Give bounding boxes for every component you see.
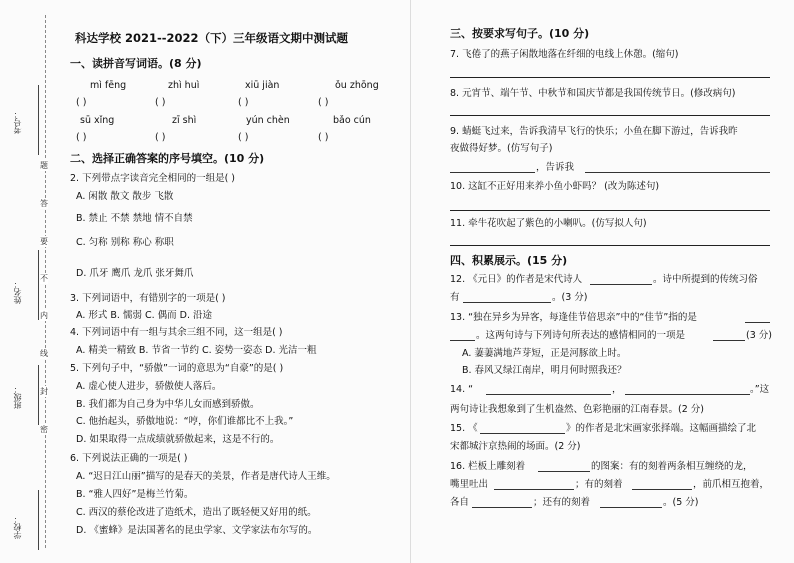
option-line: B. “雅人四好”是梅兰竹菊。 (76, 489, 194, 500)
question-14-comma: ， (612, 384, 622, 395)
question-16-cont: ；有的刻着 (575, 479, 623, 490)
question-9: 9. 蜻蜓飞过来，告诉我清早飞行的快乐；小鱼在脚下游过，告诉我昨 (450, 126, 738, 137)
option-line: B. 春风又绿江南岸，明月何时照我还？ (462, 365, 627, 376)
option-line: D. 《蜜蜂》是法国著名的昆虫学家、文学家法布尔写的。 (76, 525, 318, 536)
question-15-cont: 》的作者是北宋画家张择端。这幅画描绘了北 (566, 423, 757, 434)
question-16: 16. 栏板上雕刻着 (450, 461, 526, 472)
question-15-cont: 宋都城汴京热闹的场面。(2 分) (450, 441, 581, 452)
school-line (38, 490, 39, 550)
question-10: 10. 这缸不正好用来养小鱼小虾吗？ (改为陈述句) (450, 181, 660, 192)
pinyin: sū xǐng (80, 115, 115, 126)
pinyin: yún chèn (246, 115, 290, 126)
name-label: 姓名： (13, 280, 22, 304)
seal-char: 要 (40, 237, 48, 246)
answer-box[interactable]: ( ) (155, 132, 166, 143)
option-line: B. 禁止 不禁 禁地 情不自禁 (76, 213, 193, 224)
question-16-cont: 嘴里吐出 (450, 479, 489, 490)
option-line: A. 闲散 散文 散步 飞散 (76, 191, 174, 202)
option-line: A. “迟日江山丽”描写的是春天的美景，作者是唐代诗人王维。 (76, 471, 336, 482)
answer-blank[interactable] (480, 433, 565, 434)
pinyin: xiū jiàn (245, 80, 280, 91)
section-2-heading: 二、选择正确答案的序号填空。(10 分) (70, 152, 265, 165)
answer-line[interactable] (450, 115, 770, 116)
option-line: A. 萋萋满地芦芽短，正是河豚欲上时。 (462, 348, 627, 359)
kaohao-label: 考号： (13, 110, 22, 134)
option-line: B. 我们都为自己身为中华儿女而感到骄傲。 (76, 399, 260, 410)
answer-box[interactable]: ( ) (238, 97, 249, 108)
question-12-score: 。(3 分) (552, 292, 588, 303)
question-15: 15. 《 (450, 423, 478, 434)
answer-blank[interactable] (538, 471, 590, 472)
question-13-score: (3 分) (746, 330, 772, 341)
question-line: 5. 下列句子中，“骄傲”一词的意思为“自豪”的是( ) (70, 363, 284, 374)
question-line: 2. 下列带点字读音完全相同的一组是( ) (70, 173, 236, 184)
question-14: 14. “ (450, 384, 474, 395)
answer-blank[interactable] (450, 340, 475, 341)
pinyin: mì fēng (90, 80, 127, 91)
answer-blank[interactable] (632, 489, 692, 490)
answer-box[interactable]: ( ) (155, 97, 166, 108)
seal-char: 内 (40, 311, 48, 320)
answer-box[interactable]: ( ) (76, 132, 87, 143)
answer-blank[interactable] (472, 507, 532, 508)
question-16-cont: 各自 (450, 497, 470, 508)
class-line (38, 365, 39, 425)
pinyin: zī shì (172, 115, 197, 126)
seal-char: 题 (40, 161, 48, 170)
question-12-cont: 有 (450, 292, 460, 303)
section-3-heading: 三、按要求写句子。(10 分) (450, 27, 590, 40)
name-line (38, 250, 39, 320)
option-line: D. 如果取得一点成绩就骄傲起来，这是不行的。 (76, 434, 280, 445)
option-line: D. 爪牙 鹰爪 龙爪 张牙舞爪 (76, 268, 194, 279)
section-1-heading: 一、读拼音写词语。(8 分) (70, 57, 202, 70)
question-16-cont: ；还有的刻着 (533, 497, 591, 508)
seal-char: 不 (40, 274, 48, 283)
question-9-fill: ，告诉我 (536, 162, 575, 173)
option-line: C. 西汉的蔡伦改进了造纸术，造出了既轻便又好用的纸。 (76, 507, 317, 518)
answer-box[interactable]: ( ) (76, 97, 87, 108)
question-line: 4. 下列词语中有一组与其余三组不同，这一组是( ) (70, 327, 283, 338)
option-line: C. 他抬起头，骄傲地说：“哼，你们谁都比不上我。” (76, 416, 294, 427)
answer-blank[interactable] (600, 507, 662, 508)
page-divider (410, 0, 411, 563)
pinyin: bǎo cún (333, 115, 371, 126)
answer-blank[interactable] (486, 394, 611, 395)
seal-char: 密 (40, 425, 48, 434)
answer-blank[interactable] (590, 284, 652, 285)
answer-blank[interactable] (585, 172, 770, 173)
question-14-cont: 两句诗让我想象到了生机盎然、色彩艳丽的江南春景。(2 分) (450, 404, 704, 415)
question-13: 13. “独在异乡为异客，每逢佳节倍思亲”中的“佳节”指的是 (450, 312, 697, 323)
seal-char: 答 (40, 199, 48, 208)
seal-char: 封 (40, 387, 48, 396)
answer-line[interactable] (450, 210, 770, 211)
answer-box[interactable]: ( ) (318, 132, 329, 143)
answer-blank[interactable] (463, 302, 551, 303)
question-line: 6. 下列说法正确的一项是( ) (70, 453, 188, 464)
question-11: 11. 牵牛花吹起了紫色的小喇叭。(仿写拟人句) (450, 218, 647, 229)
option-line: A. 精美一精致 B. 节省一节约 C. 姿势一姿态 D. 光洁一粗 (76, 345, 317, 356)
pinyin: ǒu zhōng (335, 80, 379, 91)
pinyin: zhì huì (168, 80, 200, 91)
answer-blank[interactable] (745, 322, 770, 323)
section-4-heading: 四、积累展示。(15 分) (450, 254, 568, 267)
answer-blank[interactable] (450, 172, 535, 173)
answer-line[interactable] (450, 245, 770, 246)
school-label: 学校： (13, 515, 22, 539)
answer-blank[interactable] (713, 340, 745, 341)
answer-line[interactable] (450, 77, 770, 78)
option-line: A. 形式 B. 懦弱 C. 偶而 D. 沿途 (76, 310, 213, 321)
question-16-cont: 的图案：有的刻着两条相互缠绕的龙， (591, 461, 753, 472)
question-7: 7. 飞倦了的燕子闲散地落在纤细的电线上休憩。(缩句) (450, 49, 679, 60)
class-label: 班级： (13, 385, 22, 409)
question-9-cont: 夜做得好梦。(仿写句子) (450, 143, 553, 154)
question-16-cont: ，前爪相互抱着， (693, 479, 770, 490)
answer-box[interactable]: ( ) (318, 97, 329, 108)
question-16-score: 。(5 分) (663, 497, 699, 508)
answer-blank[interactable] (625, 394, 750, 395)
option-line: A. 虚心使人进步，骄傲使人落后。 (76, 381, 222, 392)
kaohao-line (38, 85, 39, 155)
question-14-end: 。”这 (750, 384, 770, 395)
exam-title: 科达学校 2021--2022（下）三年级语文期中测试题 (75, 31, 349, 45)
option-line: C. 匀称 别称 称心 称职 (76, 237, 174, 248)
question-12-cont: 。诗中所提到的传统习俗 (653, 274, 758, 285)
answer-blank[interactable] (494, 489, 574, 490)
question-12: 12. 《元日》的作者是宋代诗人 (450, 274, 583, 285)
seal-char: 线 (40, 349, 48, 358)
question-13-cont: 。这两句诗与下列诗句所表达的感情相同的一项是 (476, 330, 686, 341)
question-line: 3. 下列词语中，有错别字的一项是( ) (70, 293, 226, 304)
answer-box[interactable]: ( ) (238, 132, 249, 143)
question-8: 8. 元宵节、端午节、中秋节和国庆节都是我国传统节日。(修改病句) (450, 88, 736, 99)
